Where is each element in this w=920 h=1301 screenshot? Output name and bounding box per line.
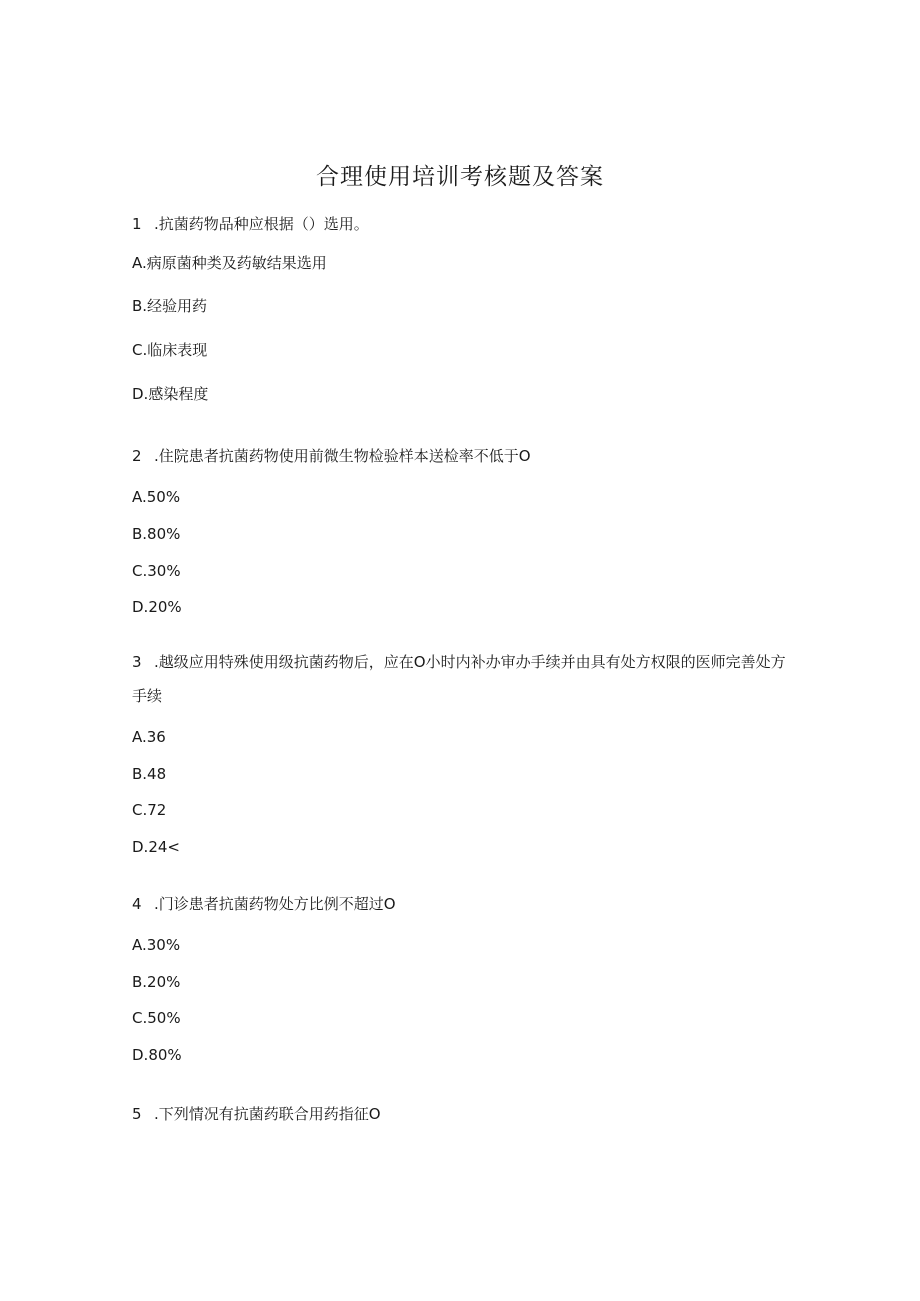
option-4-a: A.30%	[132, 936, 181, 954]
question-number: 1	[132, 215, 142, 233]
question-text: .门诊患者抗菌药物处方比例不超过O	[154, 895, 396, 913]
option-2-b: B.80%	[132, 525, 181, 543]
option-2-c: C.30%	[132, 562, 181, 580]
question-4	[132, 894, 396, 914]
option-1-b: B.经验用药	[132, 297, 208, 315]
option-1-c: C.临床表现	[132, 341, 208, 359]
option-1-d: D.感染程度	[132, 385, 209, 403]
option-3-d: D.24<	[132, 838, 180, 856]
question-3	[132, 645, 792, 713]
question-5	[132, 1104, 381, 1124]
option-3-c: C.72	[132, 801, 167, 819]
question-number: 5	[132, 1105, 142, 1123]
option-4-c: C.50%	[132, 1009, 181, 1027]
document-title: 合理使用培训考核题及答案	[316, 164, 604, 190]
question-text: .越级应用特殊使用级抗菌药物后，应在O小时内补办审办手续并由具有处方权限的医师完善处方手续	[132, 653, 786, 705]
option-4-b: B.20%	[132, 973, 181, 991]
option-3-b: B.48	[132, 765, 167, 783]
option-3-a: A.36	[132, 728, 166, 746]
option-2-d: D.20%	[132, 598, 182, 616]
question-number: 2	[132, 447, 142, 465]
question-text: .抗菌药物品种应根据（）选用。	[154, 215, 369, 233]
option-1-a: A.病原菌种类及药敏结果选用	[132, 254, 327, 272]
option-2-a: A.50%	[132, 488, 181, 506]
question-1	[132, 214, 369, 234]
question-number: 3	[132, 653, 142, 671]
question-number: 4	[132, 895, 142, 913]
question-2	[132, 446, 531, 466]
option-4-d: D.80%	[132, 1046, 182, 1064]
question-text: .下列情况有抗菌药联合用药指征O	[154, 1105, 381, 1123]
question-text: .住院患者抗菌药物使用前微生物检验样本送检率不低于O	[154, 447, 531, 465]
